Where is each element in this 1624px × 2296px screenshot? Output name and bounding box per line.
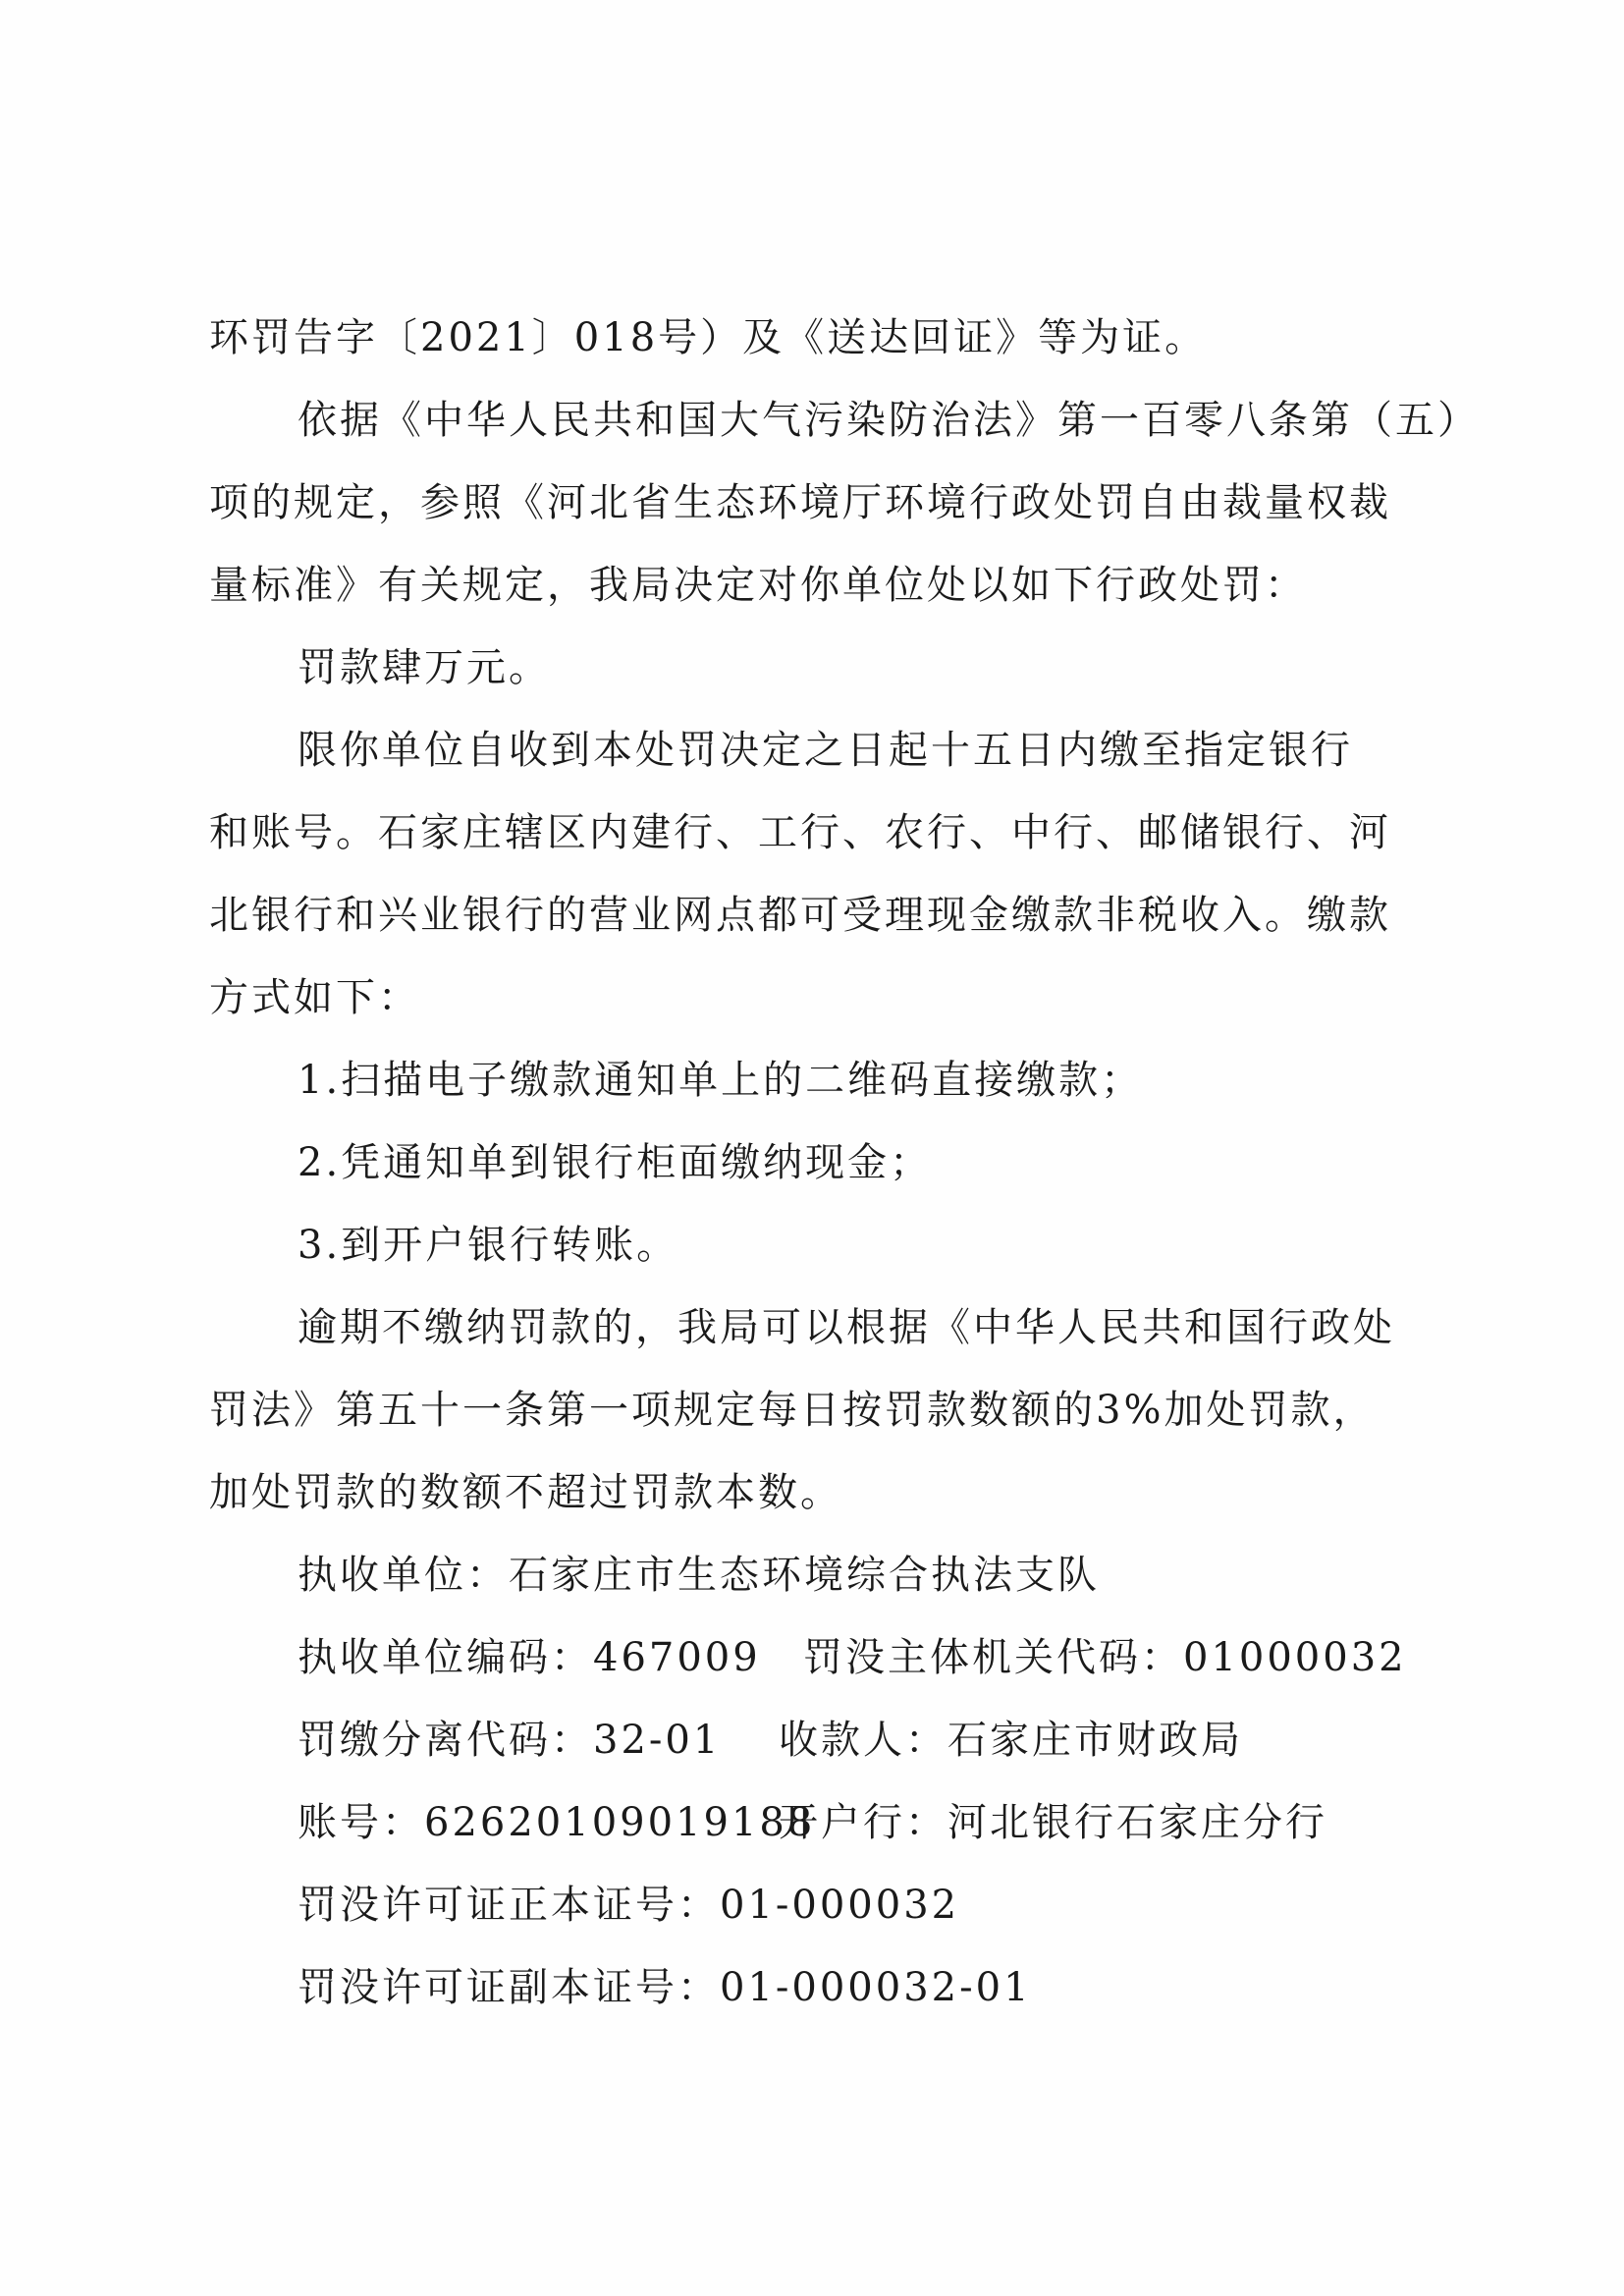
authority-code: 罚没主体机关代码：01000032 — [803, 1635, 1407, 1680]
payment-deadline-line-1: 限你单位自收到本处罚决定之日起十五日内缴至指定银行 — [298, 728, 1353, 773]
late-penalty-line-3: 加处罚款的数额不超过罚款本数。 — [209, 1470, 842, 1515]
evidence-line: 环罚告字〔2021〕018号）及《送达回证》等为证。 — [209, 315, 1208, 360]
fine-amount-line: 罚款肆万元。 — [298, 645, 551, 690]
payment-deadline-line-3: 北银行和兴业银行的营业网点都可受理现金缴款非税收入。缴款 — [209, 893, 1391, 938]
payee: 收款人：石家庄市财政局 — [779, 1718, 1243, 1763]
payment-method-1: 1.扫描电子缴款通知单上的二维码直接缴款； — [298, 1058, 1144, 1103]
legal-basis-line-2: 项的规定，参照《河北省生态环境厅环境行政处罚自由裁量权裁 — [209, 480, 1391, 525]
late-penalty-line-1: 逾期不缴纳罚款的，我局可以根据《中华人民共和国行政处 — [298, 1305, 1395, 1350]
license-copy: 罚没许可证副本证号：01-000032-01 — [298, 1965, 1032, 2010]
bank-name: 开户行：河北银行石家庄分行 — [779, 1800, 1327, 1845]
payment-methods-heading: 方式如下： — [209, 975, 420, 1020]
separation-code: 罚缴分离代码：32-01 — [298, 1718, 722, 1763]
payment-method-2: 2.凭通知单到银行柜面缴纳现金； — [298, 1140, 933, 1185]
collecting-unit: 执收单位：石家庄市生态环境综合执法支队 — [298, 1553, 1100, 1598]
unit-code: 执收单位编码：467009 — [298, 1635, 761, 1680]
payment-method-3: 3.到开户银行转账。 — [298, 1223, 679, 1268]
late-penalty-line-2: 罚法》第五十一条第一项规定每日按罚款数额的3%加处罚款， — [209, 1388, 1376, 1433]
legal-basis-line-1: 依据《中华人民共和国大气污染防治法》第一百零八条第（五） — [298, 398, 1480, 443]
license-original: 罚没许可证正本证号：01-000032 — [298, 1883, 960, 1928]
payment-deadline-line-2: 和账号。石家庄辖区内建行、工行、农行、中行、邮储银行、河 — [209, 810, 1391, 855]
account-number: 账号：62620109019188 — [298, 1800, 816, 1845]
legal-basis-line-3: 量标准》有关规定，我局决定对你单位处以如下行政处罚： — [209, 563, 1307, 608]
